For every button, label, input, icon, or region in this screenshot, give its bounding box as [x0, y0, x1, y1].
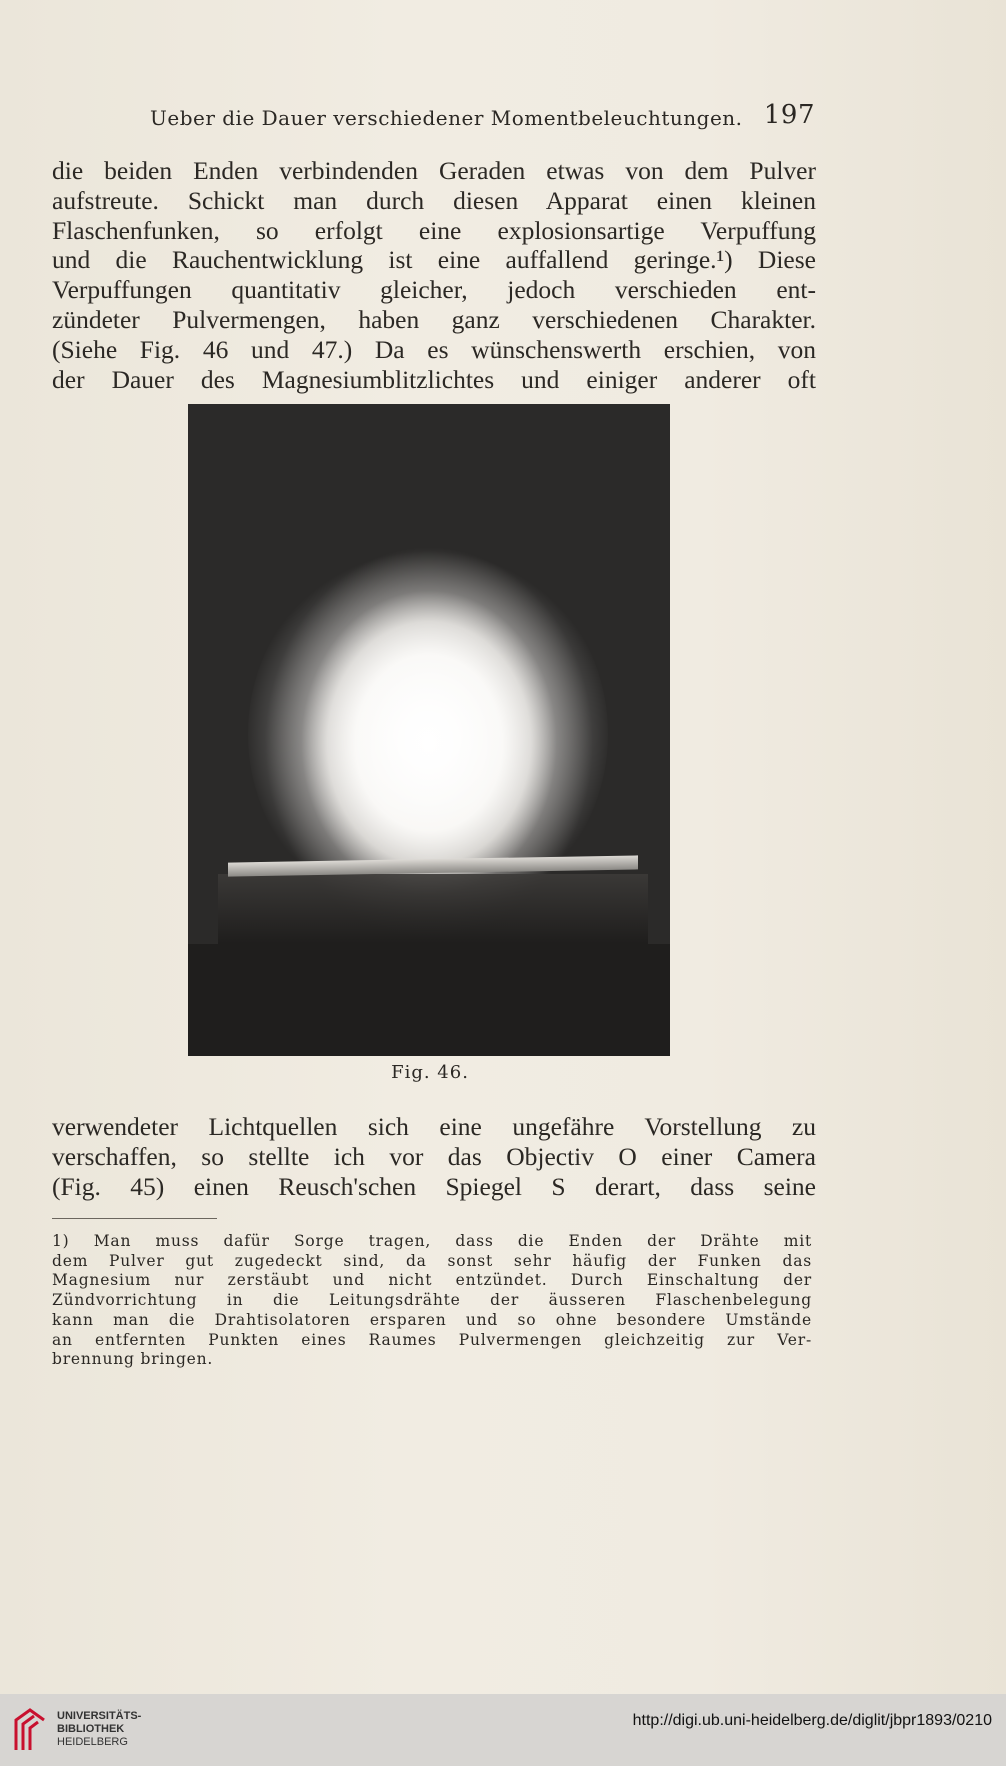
paragraph-bottom — [52, 1112, 816, 1201]
footnote-line: dem Pulver gut zugedeckt sind, da sonst sehr häufig der Funken das — [52, 1251, 812, 1270]
figure-table-shadow — [218, 874, 648, 944]
footnote-rule — [52, 1218, 217, 1219]
university-library-logo-icon — [12, 1706, 48, 1754]
text-line: Flaschenfunken, so erfolgt eine explosionsartige Verpuffung — [52, 215, 816, 245]
library-name — [57, 1710, 141, 1749]
footnote-line: an entfernten Punkten eines Raumes Pulvermengen gleichzeitig zur Ver- — [52, 1330, 812, 1349]
permalink-url[interactable]: http://digi.ub.uni-heidelberg.de/diglit/jbpr1893/0210 — [632, 1712, 992, 1729]
library-name-line: HEIDELBERG — [57, 1736, 128, 1748]
text-line: verschaffen, so stellte ich vor das Objectiv O einer Camera — [52, 1141, 816, 1171]
footnote-line: Zündvorrichtung in die Leitungsdrähte der äusseren Flaschenbelegung — [52, 1291, 812, 1310]
text-line: der Dauer des Magnesiumblitzlichtes und einiger anderer oft — [52, 364, 816, 394]
paragraph-top — [52, 156, 816, 394]
footnote-line: Magnesium nur zerstäubt und nicht entzündet. Durch Einschaltung der — [52, 1271, 812, 1290]
text-line: aufstreute. Schickt man durch diesen Apparat einen kleinen — [52, 185, 816, 215]
footnote-line: kann man die Drahtisolatoren ersparen und so ohne besondere Umstände — [52, 1310, 812, 1329]
running-title: Ueber die Dauer verschiedener Momentbeleuchtungen. — [150, 106, 743, 130]
figure-photograph — [188, 404, 670, 1056]
library-name-line: UNIVERSITÄTS- — [57, 1710, 142, 1722]
text-line: Verpuffungen quantitativ gleicher, jedoch verschieden ent- — [52, 275, 816, 305]
page-header — [150, 100, 815, 134]
figure-caption: Fig. 46. — [391, 1062, 469, 1083]
text-line: verwendeter Lichtquellen sich eine ungefähre Vorstellung zu — [52, 1112, 816, 1141]
text-line: (Fig. 45) einen Reusch'schen Spiegel S derart, dass seine — [52, 1171, 816, 1201]
footnote-line: brennung bringen. — [52, 1350, 214, 1369]
footnote-line: 1) Man muss dafür Sorge tragen, dass die Enden der Drähte mit — [52, 1232, 812, 1250]
library-name-line: BIBLIOTHEK — [57, 1723, 125, 1735]
text-line: die beiden Enden verbindenden Geraden etwas von dem Pulver — [52, 156, 816, 185]
text-line: und die Rauchentwicklung ist eine auffallend geringe.¹) Diese — [52, 245, 816, 275]
page-number: 197 — [763, 100, 815, 130]
figure-floor — [188, 944, 670, 1056]
text-line: (Siehe Fig. 46 und 47.) Da es wünschenswerth erschien, von — [52, 334, 816, 364]
text-line: zündeter Pulvermengen, haben ganz verschiedenen Charakter. — [52, 304, 816, 334]
footnote — [52, 1232, 812, 1370]
viewer-footer — [0, 1694, 1006, 1766]
